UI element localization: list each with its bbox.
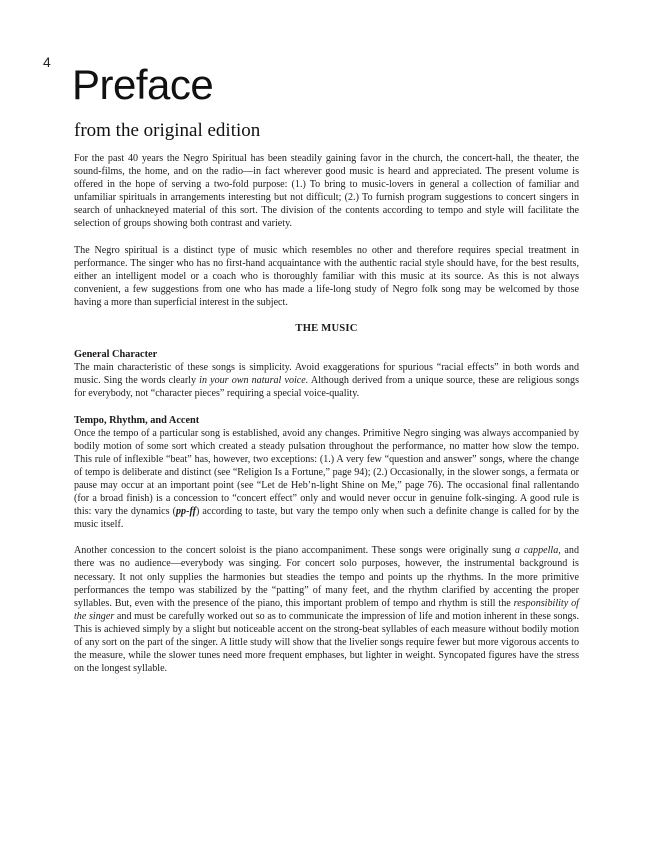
preface-body <box>74 152 579 688</box>
subsection-tempo-rhythm-accent <box>74 414 579 532</box>
piano-accompaniment-paragraph <box>74 544 579 675</box>
tempo-text-part-1: Once the tempo of a particular song is established, avoid any changes. Primitive Negro singing was always accompanied by bodily motion of some sort which created a steady pulsation throughout the performance, no matter how slow the tempo. This rule of inflexible “beat” has, however, two exceptions: (1.) A very few “question and answer” songs, where the change of tempo is deliberate and distinct (see “Religion Is a Fortune,” page 94); (2.) Occasionally, in the slower songs, a fermata or pause may occur at an important point (see “Let de Heb’n-light Shine on Me,” page 76). The occasional final rallentando (for a broad finish) is a concession to “concert effect” only and would never occur in genuine folk-singing. A good rule is this: vary the dynamics ( <box>74 427 579 518</box>
page-number: 4 <box>43 54 51 70</box>
section-heading-music: THE MUSIC <box>295 323 358 335</box>
concert-text-part-3: and must be carefully worked out so as to communicate the impression of life and motion inherent in these songs. This is achieved simply by a slight but noticeable accent on the strong-beat syllables of each measure without bodily motion of any sort on the part of the singer. A little study will show that the livelier songs require fewer but more vigorous accents to the measure, while the slower tunes need more frequent emphases, but lighter in weight. Syncopated figures have the stress on the longest syllable. <box>74 610 580 675</box>
tempo-text-part-2: ) according to taste, but vary the tempo only when such a definite change is called for by the music itself. <box>74 506 579 531</box>
concert-text-part-1: Another concession to the concert soloist is the piano accompaniment. These songs were originally sung <box>74 545 515 557</box>
subsection-general-character <box>74 348 579 400</box>
page-title: Preface <box>72 61 214 108</box>
concert-text-part-2: and there was no audience—everybody was singing. For concert solo purposes, however, the instrumental background is necessary. It not only supplies the harmonies but steadies the tempo and points up the rhythms. In the more primitive performances the tempo was stabilized by the “patting” of many feet, and the rhythm clarified by accenting the proper syllables. But, even with the presence of the piano, this important problem of tempo and rhythm is still the <box>74 545 580 609</box>
dynamics-marking: pp-ff <box>176 506 196 518</box>
intro-paragraph-1: For the past 40 years the Negro Spiritual has been steadily gaining favor in the church, the concert-hall, the theater, the sound-films, the home, and on the radio—in fact wherever good music is heard and appreciated. The present volume is offered in the hope of serving a two-fold purpose: (1.) To bring to music-lovers in general a collection of familiar and unfamiliar spirituals in arrangements interesting but not difficult; (2.) To furnish program suggestions to concert singers in search of unhackneyed material of this sort. The division of the contents according to tempo and style will facilitate the selection of groups showing both contrast and variety. <box>74 153 579 230</box>
intro-paragraph-2: The Negro spiritual is a distinct type of music which resembles no other and therefore requires special treatment in performance. The singer who has no first-hand acquaintance with the authentic racial style should have, for the best results, either an intelligent model or a coach who is thoroughly familiar with this music at its source. As this is not always convenient, a few suggestions from one who has made a life-long study of Negro folk song may be welcomed by those having a more than superficial interest in the subject. <box>74 244 579 308</box>
general-text-part-1: The main characteristic of these songs is simplicity. Avoid exaggerations for spurious “racial effects” in both words and music. Sing the words clearly <box>74 362 579 387</box>
general-text-part-2: Although derived from a unique source, these are religious songs for everybody, not “character pieces” requiring a special voice-quality. <box>74 375 579 400</box>
concert-italic-1: a cappella, <box>514 545 561 557</box>
concert-italic-2: responsibility of the singer <box>74 597 579 622</box>
general-character-paragraph <box>74 361 579 400</box>
tempo-paragraph <box>74 427 579 532</box>
general-text-italic: in your own natural voice. <box>199 375 309 387</box>
page-subtitle: from the original edition <box>74 120 261 141</box>
subheading-general-character: General Character <box>74 349 158 361</box>
subheading-tempo-rhythm-accent: Tempo, Rhythm, and Accent <box>74 414 200 426</box>
